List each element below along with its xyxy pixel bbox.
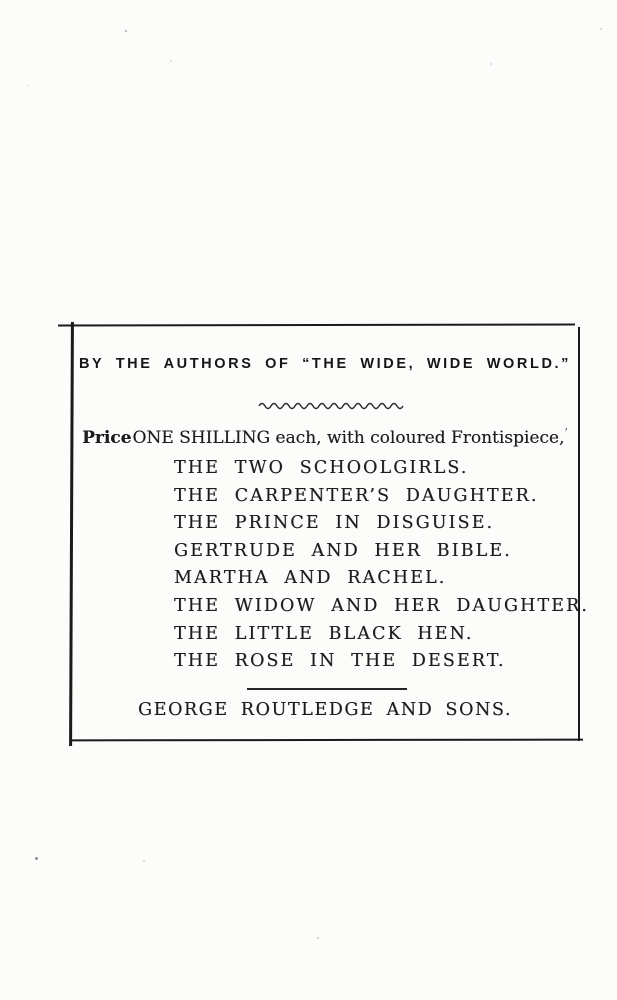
- scan-speck: [490, 63, 492, 65]
- wavy-divider: [256, 398, 406, 412]
- book-title-list: [174, 455, 589, 676]
- publisher-divider: [247, 688, 407, 690]
- scan-speck: [600, 28, 602, 30]
- book-title: THE ROSE IN THE DESERT.: [174, 651, 506, 672]
- scan-speck: [182, 358, 184, 360]
- book-title: THE LITTLE BLACK HEN.: [174, 623, 474, 644]
- box-border-top: [58, 323, 575, 326]
- scan-speck: [317, 937, 319, 939]
- scan-stray-mark: ’: [564, 426, 568, 439]
- book-title: GERTRUDE AND HER BIBLE.: [174, 540, 512, 561]
- price-text: ONE SHILLING each, with coloured Frontispiece,: [132, 428, 565, 448]
- book-title: THE PRINCE IN DISGUISE.: [174, 513, 495, 534]
- box-border-bottom: [70, 739, 583, 742]
- scan-speck: [27, 85, 29, 86]
- book-title: THE WIDOW AND HER DAUGHTER.: [174, 595, 589, 616]
- book-title: MARTHA AND RACHEL.: [174, 568, 447, 589]
- scan-speck: [35, 857, 38, 860]
- book-title: THE TWO SCHOOLGIRLS.: [174, 458, 469, 478]
- scan-speck: [170, 60, 172, 62]
- authors-heading: BY THE AUTHORS OF “THE WIDE, WIDE WORLD.”: [78, 356, 571, 372]
- scan-speck: [125, 30, 127, 32]
- book-title: THE CARPENTER’S DAUGHTER.: [174, 485, 539, 506]
- box-border-left: [69, 322, 74, 746]
- scan-speck: [143, 860, 145, 862]
- price-line: [40, 426, 610, 448]
- publisher-name: GEORGE ROUTLEDGE AND SONS.: [137, 700, 512, 720]
- price-label: Price: [82, 428, 132, 448]
